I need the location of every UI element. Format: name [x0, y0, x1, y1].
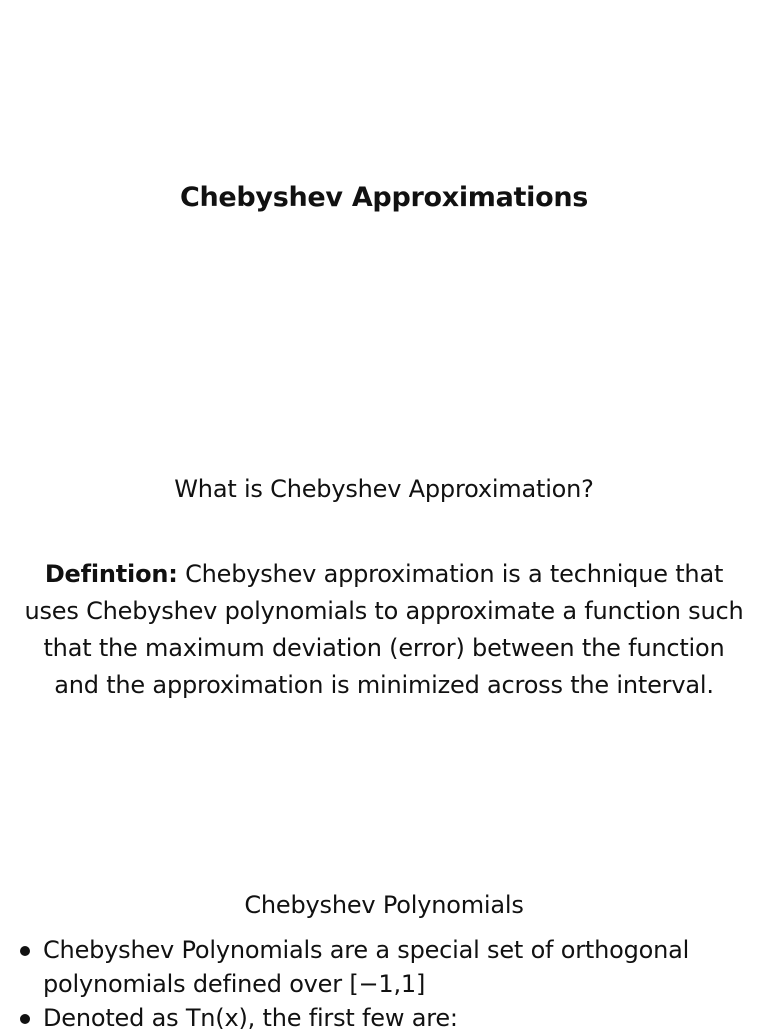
- list-item: [18, 1001, 748, 1035]
- page-title: Chebyshev Approximations: [179, 182, 589, 213]
- bullet-icon: [20, 1014, 30, 1024]
- definition-label: Defintion:: [44, 560, 178, 588]
- polynomials-bullet-list: [18, 933, 748, 1035]
- bullet-icon: [20, 946, 30, 956]
- bullet-text: Denoted as Tn(x), the first few are:: [43, 1004, 458, 1032]
- definition-text: Chebyshev approximation is a technique that uses Chebyshev polynomials to approximate a function such that the maximum deviation (error) between the function and the approximation is minimized across the interval.: [24, 560, 744, 699]
- bullet-text: Chebyshev Polynomials are a special set of orthogonal polynomials defined over [−1,1]: [43, 936, 690, 998]
- definition-paragraph: [20, 556, 748, 704]
- list-item: [18, 933, 748, 1001]
- question-heading: What is Chebyshev Approximation?: [174, 475, 594, 503]
- polynomials-heading: Chebyshev Polynomials: [244, 891, 524, 919]
